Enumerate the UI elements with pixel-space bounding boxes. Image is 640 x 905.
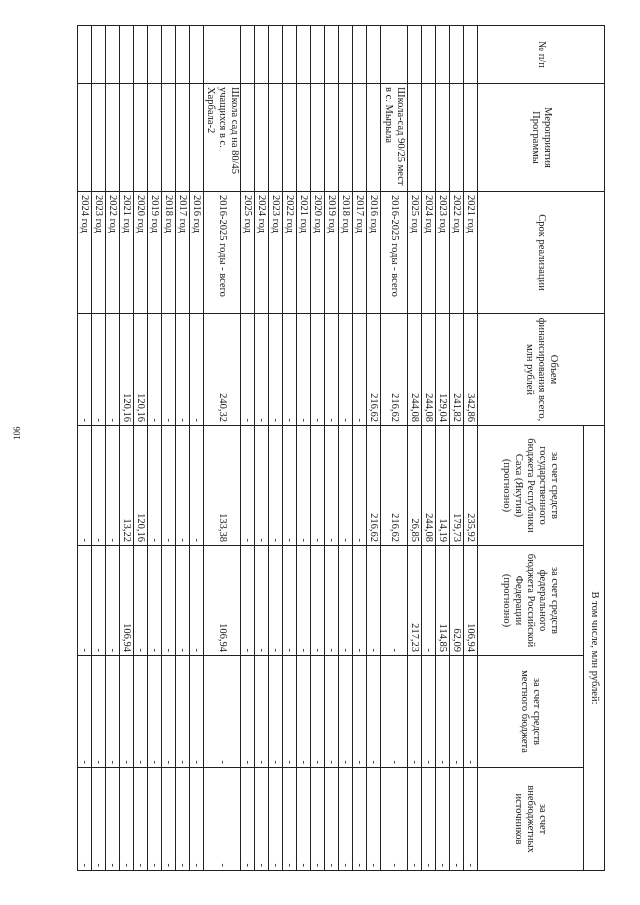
cell-period: 2022 год (283, 192, 297, 314)
table-row (78, 26, 92, 871)
cell-extra: - (148, 768, 162, 871)
cell-extra: - (162, 768, 176, 871)
table-row (422, 26, 436, 871)
cell-republic: 133,38 (204, 426, 241, 546)
cell-republic: - (353, 426, 367, 546)
cell-extra: - (464, 768, 478, 871)
cell-republic: 14,19 (436, 426, 450, 546)
cell-republic: - (311, 426, 325, 546)
header-extra: за счет внебюджетных источников (478, 768, 584, 871)
cell-republic: - (148, 426, 162, 546)
header-total: Объем финансирования всего, млн рублей (478, 314, 605, 426)
cell-republic: - (297, 426, 311, 546)
header-republic: за счет средств государственного бюджета Республики Саха (Якутия) (прогнозно) (478, 426, 584, 546)
cell-federal: - (311, 546, 325, 656)
cell-total: - (148, 314, 162, 426)
cell-local: - (353, 656, 367, 768)
cell-period: 2017 год (176, 192, 190, 314)
cell-num (381, 26, 408, 84)
cell-federal: - (381, 546, 408, 656)
cell-republic: - (339, 426, 353, 546)
cell-republic: 13,22 (120, 426, 134, 546)
cell-extra: - (106, 768, 120, 871)
cell-local: - (422, 656, 436, 768)
cell-total: 129,04 (436, 314, 450, 426)
table-row (269, 26, 283, 871)
table-row (176, 26, 190, 871)
cell-num (408, 26, 422, 84)
table-row (311, 26, 325, 871)
cell-republic: 26,85 (408, 426, 422, 546)
cell-republic: - (283, 426, 297, 546)
table-row (190, 26, 204, 871)
cell-federal: - (353, 546, 367, 656)
cell-federal: - (134, 546, 148, 656)
cell-period: 2016-2025 годы - всего (381, 192, 408, 314)
cell-total: - (269, 314, 283, 426)
cell-event: Школа сад на 80/45 учащихся в с. Харбала-2 (204, 84, 241, 192)
cell-num (422, 26, 436, 84)
cell-period: 2019 год (325, 192, 339, 314)
cell-extra: - (176, 768, 190, 871)
cell-federal: 106,94 (204, 546, 241, 656)
cell-extra: - (269, 768, 283, 871)
cell-total: - (353, 314, 367, 426)
cell-period: 2024 год (422, 192, 436, 314)
cell-event (464, 84, 478, 192)
table-row (92, 26, 106, 871)
table-row (255, 26, 269, 871)
table-row (381, 26, 408, 871)
cell-total: - (297, 314, 311, 426)
cell-total: - (78, 314, 92, 426)
cell-republic: - (78, 426, 92, 546)
cell-num (92, 26, 106, 84)
cell-num (339, 26, 353, 84)
cell-event (255, 84, 269, 192)
cell-period: 2016 год (190, 192, 204, 314)
cell-republic: - (176, 426, 190, 546)
table-row (353, 26, 367, 871)
cell-period: 2023 год (436, 192, 450, 314)
cell-event (120, 84, 134, 192)
cell-federal: - (367, 546, 381, 656)
cell-republic: 120,16 (134, 426, 148, 546)
cell-num (436, 26, 450, 84)
table-row (450, 26, 464, 871)
cell-federal: - (92, 546, 106, 656)
page-number: 106 (12, 426, 22, 440)
cell-extra: - (436, 768, 450, 871)
cell-extra: - (422, 768, 436, 871)
cell-total: 342,86 (464, 314, 478, 426)
table-row (367, 26, 381, 871)
cell-event (78, 84, 92, 192)
cell-num (134, 26, 148, 84)
cell-extra: - (325, 768, 339, 871)
table-row (148, 26, 162, 871)
cell-republic: - (241, 426, 255, 546)
cell-event (422, 84, 436, 192)
cell-extra: - (92, 768, 106, 871)
cell-num (78, 26, 92, 84)
cell-federal: - (148, 546, 162, 656)
cell-local: - (120, 656, 134, 768)
cell-extra: - (381, 768, 408, 871)
cell-total: - (162, 314, 176, 426)
cell-federal: - (78, 546, 92, 656)
cell-federal: - (162, 546, 176, 656)
cell-event (297, 84, 311, 192)
cell-federal: - (422, 546, 436, 656)
cell-total: 120,16 (120, 314, 134, 426)
document-sheet (35, 25, 605, 870)
cell-local: - (255, 656, 269, 768)
cell-federal: 114,85 (436, 546, 450, 656)
cell-total: - (255, 314, 269, 426)
cell-local: - (78, 656, 92, 768)
cell-republic: - (92, 426, 106, 546)
cell-republic: 235,92 (464, 426, 478, 546)
cell-federal: 217,23 (408, 546, 422, 656)
cell-num (297, 26, 311, 84)
cell-republic: - (325, 426, 339, 546)
table-row (464, 26, 478, 871)
cell-local: - (148, 656, 162, 768)
table-row (297, 26, 311, 871)
cell-period: 2023 год (92, 192, 106, 314)
cell-local: - (176, 656, 190, 768)
cell-extra: - (78, 768, 92, 871)
cell-local: - (464, 656, 478, 768)
cell-period: 2018 год (339, 192, 353, 314)
cell-extra: - (241, 768, 255, 871)
cell-extra: - (255, 768, 269, 871)
cell-num (241, 26, 255, 84)
cell-local: - (436, 656, 450, 768)
cell-event (325, 84, 339, 192)
cell-num (283, 26, 297, 84)
cell-period: 2025 год (241, 192, 255, 314)
table-row (339, 26, 353, 871)
cell-total: - (241, 314, 255, 426)
cell-total: 244,08 (422, 314, 436, 426)
table-row (283, 26, 297, 871)
cell-extra: - (283, 768, 297, 871)
cell-num (255, 26, 269, 84)
cell-total: 216,62 (381, 314, 408, 426)
cell-period: 2020 год (134, 192, 148, 314)
cell-num (176, 26, 190, 84)
cell-period: 2024 год (78, 192, 92, 314)
cell-local: - (325, 656, 339, 768)
cell-num (162, 26, 176, 84)
table-row (436, 26, 450, 871)
table-row (204, 26, 241, 871)
header-num: № п/п (478, 26, 605, 84)
cell-period: 2023 год (269, 192, 283, 314)
cell-total: 241,82 (450, 314, 464, 426)
cell-local: - (241, 656, 255, 768)
cell-extra: - (450, 768, 464, 871)
cell-num (106, 26, 120, 84)
cell-event (92, 84, 106, 192)
cell-event (148, 84, 162, 192)
cell-period: 2022 год (106, 192, 120, 314)
cell-federal: - (297, 546, 311, 656)
cell-num (311, 26, 325, 84)
cell-extra: - (339, 768, 353, 871)
cell-federal: 106,94 (120, 546, 134, 656)
cell-event (408, 84, 422, 192)
cell-extra: - (297, 768, 311, 871)
cell-period: 2021 год (120, 192, 134, 314)
cell-num (464, 26, 478, 84)
cell-total: 216,62 (367, 314, 381, 426)
cell-republic: 179,73 (450, 426, 464, 546)
cell-extra: - (367, 768, 381, 871)
cell-num (120, 26, 134, 84)
cell-period: 2024 год (255, 192, 269, 314)
table-body (78, 26, 478, 871)
table-row (325, 26, 339, 871)
cell-total: 244,08 (408, 314, 422, 426)
cell-event (283, 84, 297, 192)
header-group: В том числе, млн рублей: (584, 426, 605, 871)
cell-num (450, 26, 464, 84)
header-event: Мероприятия Программы (478, 84, 605, 192)
cell-period: 2016 год (367, 192, 381, 314)
cell-local: - (134, 656, 148, 768)
cell-event (241, 84, 255, 192)
cell-local: - (162, 656, 176, 768)
cell-period: 2019 год (148, 192, 162, 314)
cell-local: - (339, 656, 353, 768)
cell-federal: - (106, 546, 120, 656)
cell-event (269, 84, 283, 192)
cell-period: 2021 год (297, 192, 311, 314)
cell-extra: - (120, 768, 134, 871)
cell-total: - (311, 314, 325, 426)
cell-republic: - (190, 426, 204, 546)
cell-period: 2018 год (162, 192, 176, 314)
cell-extra: - (311, 768, 325, 871)
cell-period: 2016-2025 годы - всего (204, 192, 241, 314)
cell-republic: - (255, 426, 269, 546)
cell-event (311, 84, 325, 192)
cell-local: - (106, 656, 120, 768)
cell-period: 2025 год (408, 192, 422, 314)
table-row (241, 26, 255, 871)
cell-extra: - (190, 768, 204, 871)
cell-local: - (190, 656, 204, 768)
cell-federal: - (269, 546, 283, 656)
cell-total: 240,32 (204, 314, 241, 426)
cell-event (106, 84, 120, 192)
cell-federal: 106,94 (464, 546, 478, 656)
cell-local: - (408, 656, 422, 768)
cell-event (190, 84, 204, 192)
cell-federal: - (325, 546, 339, 656)
cell-total: - (176, 314, 190, 426)
cell-total: 120,16 (134, 314, 148, 426)
financing-table (77, 25, 605, 871)
cell-federal: - (176, 546, 190, 656)
cell-federal: - (241, 546, 255, 656)
cell-event (162, 84, 176, 192)
cell-event: Школа-сад 90/25 мест в с. Мырыла (381, 84, 408, 192)
cell-local: - (381, 656, 408, 768)
cell-federal: - (190, 546, 204, 656)
cell-republic: - (269, 426, 283, 546)
cell-total: - (283, 314, 297, 426)
cell-local: - (450, 656, 464, 768)
cell-republic: - (162, 426, 176, 546)
cell-extra: - (204, 768, 241, 871)
cell-republic: 244,08 (422, 426, 436, 546)
table-row (162, 26, 176, 871)
cell-event (339, 84, 353, 192)
cell-federal: - (255, 546, 269, 656)
cell-event (436, 84, 450, 192)
cell-num (367, 26, 381, 84)
cell-extra: - (353, 768, 367, 871)
cell-federal: 62,09 (450, 546, 464, 656)
cell-local: - (204, 656, 241, 768)
cell-local: - (367, 656, 381, 768)
cell-republic: - (106, 426, 120, 546)
cell-local: - (92, 656, 106, 768)
cell-extra: - (134, 768, 148, 871)
header-federal: за счет средств федерального бюджета Российской Федерации (прогнозно) (478, 546, 584, 656)
header-period: Срок реализации (478, 192, 605, 314)
cell-event (450, 84, 464, 192)
cell-local: - (283, 656, 297, 768)
cell-federal: - (283, 546, 297, 656)
cell-total: - (325, 314, 339, 426)
cell-event (176, 84, 190, 192)
table-row (106, 26, 120, 871)
cell-event (367, 84, 381, 192)
cell-republic: 216,62 (381, 426, 408, 546)
cell-extra: - (408, 768, 422, 871)
cell-num (353, 26, 367, 84)
cell-total: - (339, 314, 353, 426)
cell-local: - (311, 656, 325, 768)
table-header (478, 26, 605, 871)
cell-event (134, 84, 148, 192)
table-row (134, 26, 148, 871)
cell-local: - (297, 656, 311, 768)
cell-period: 2020 год (311, 192, 325, 314)
cell-num (148, 26, 162, 84)
table-row (120, 26, 134, 871)
cell-total: - (92, 314, 106, 426)
cell-period: 2022 год (450, 192, 464, 314)
table-row (408, 26, 422, 871)
cell-num (190, 26, 204, 84)
cell-local: - (269, 656, 283, 768)
cell-num (204, 26, 241, 84)
cell-total: - (190, 314, 204, 426)
cell-period: 2021 год (464, 192, 478, 314)
cell-num (325, 26, 339, 84)
cell-total: - (106, 314, 120, 426)
cell-federal: - (339, 546, 353, 656)
header-local: за счет средств местного бюджета (478, 656, 584, 768)
cell-event (353, 84, 367, 192)
cell-period: 2017 год (353, 192, 367, 314)
cell-republic: 216,62 (367, 426, 381, 546)
cell-num (269, 26, 283, 84)
